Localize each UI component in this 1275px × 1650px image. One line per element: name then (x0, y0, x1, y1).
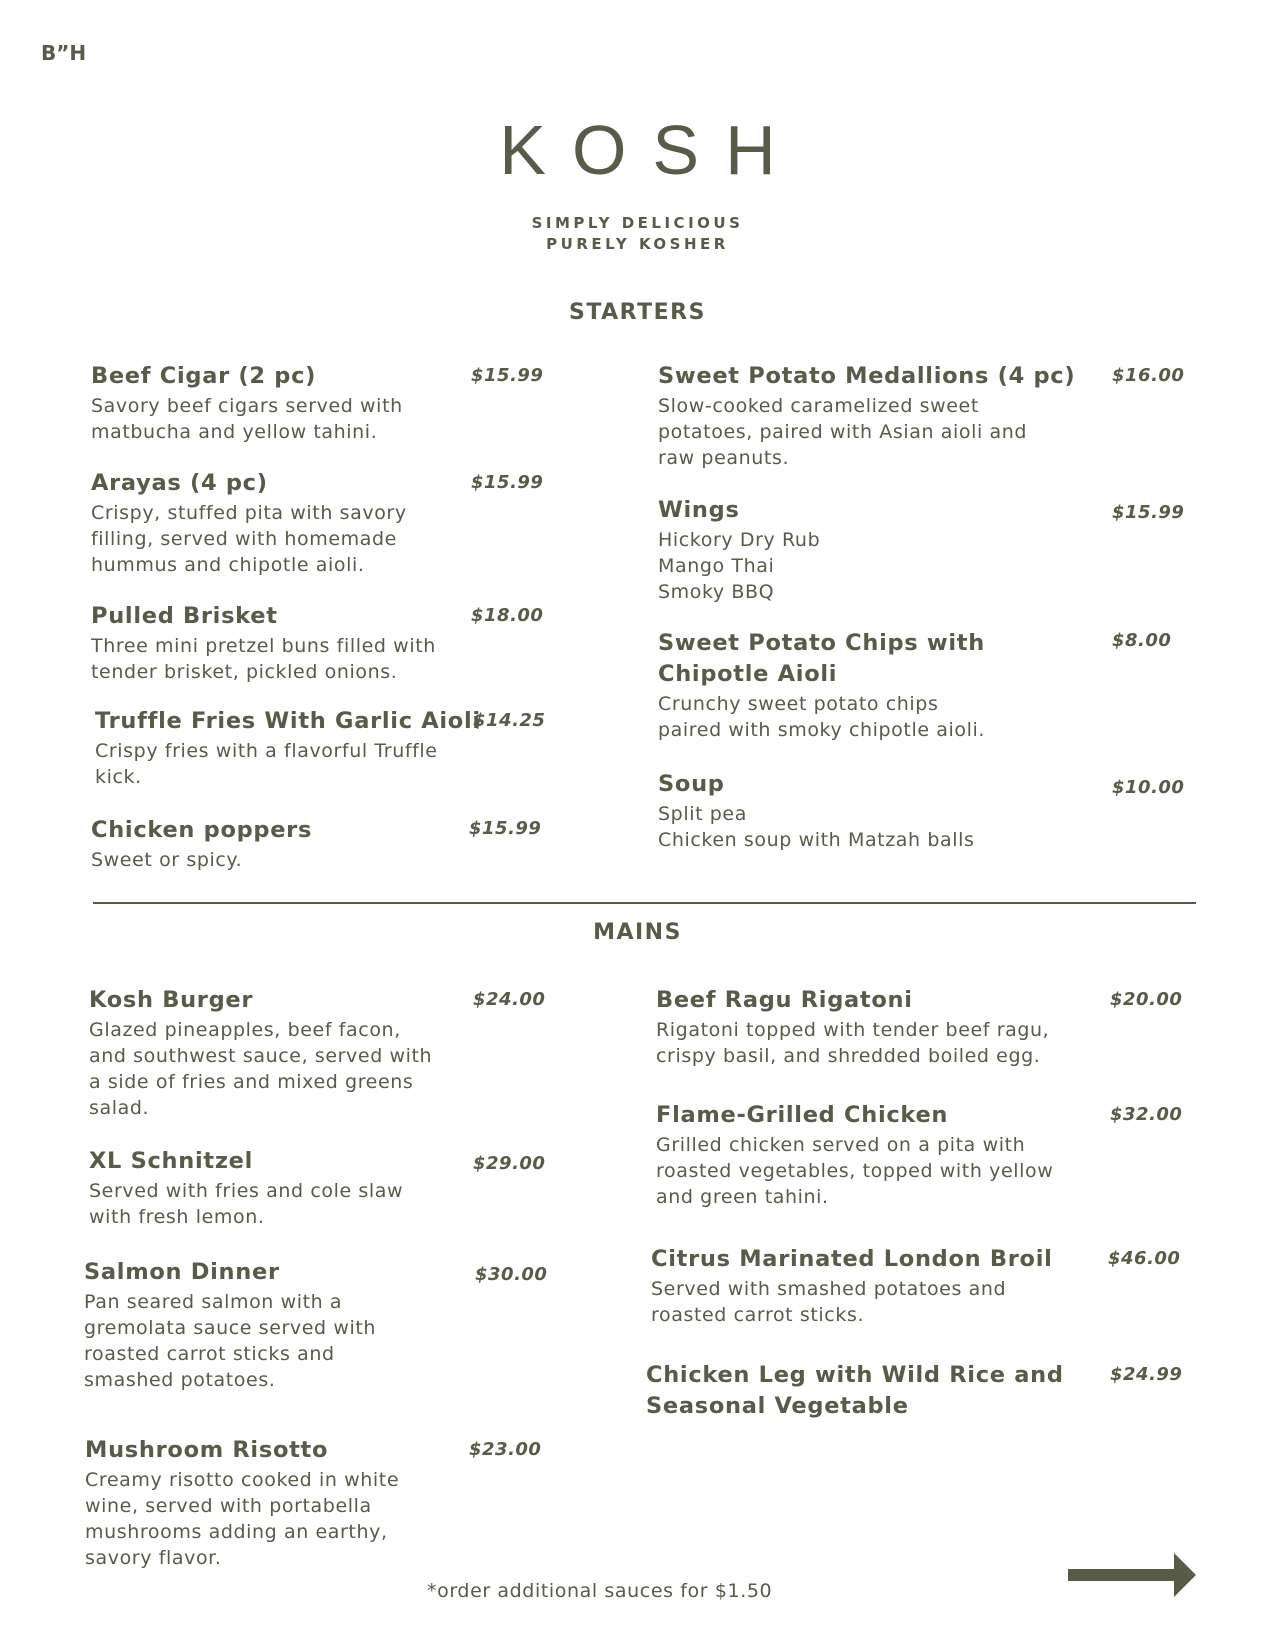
item-description-line: raw peanuts. (658, 447, 790, 469)
item-description-line: tender brisket, pickled onions. (91, 661, 398, 683)
item-description-line: roasted vegetables, topped with yellow (656, 1160, 1054, 1182)
item-description-line: crispy basil, and shredded boiled egg. (656, 1045, 1041, 1067)
item-description-line: mushrooms adding an earthy, (85, 1521, 388, 1543)
arrow-right-icon[interactable] (1068, 1552, 1198, 1598)
item-name-line: Beef Cigar (2 pc) (91, 363, 317, 389)
item-description-line: filling, served with homemade (91, 528, 397, 550)
item-description-line: a side of fries and mixed greens (89, 1071, 414, 1093)
item-description-line: Smoky BBQ (658, 581, 775, 603)
item-description-line: Chicken soup with Matzah balls (658, 829, 975, 851)
item-name-line: Mushroom Risotto (85, 1437, 329, 1463)
item-description-line: Mango Thai (658, 555, 775, 577)
item-description-line: paired with smoky chipotle aioli. (658, 719, 986, 741)
menu-item (656, 1100, 1053, 1210)
item-description-line: Crispy, stuffed pita with savory (91, 502, 407, 524)
item-name (89, 985, 432, 1016)
item-description (658, 801, 975, 853)
menu-item (89, 1146, 403, 1230)
item-description-line: Grilled chicken served on a pita with (656, 1134, 1026, 1156)
menu-item (658, 495, 820, 605)
item-description-line: salad. (89, 1097, 150, 1119)
item-name (91, 361, 403, 392)
item-name-line: Citrus Marinated London Broil (651, 1246, 1053, 1272)
item-price: $46.00 (1108, 1248, 1181, 1269)
menu-item (646, 1360, 1064, 1422)
item-description (84, 1289, 376, 1393)
item-price: $20.00 (1110, 989, 1183, 1010)
item-name-line: Seasonal Vegetable (646, 1393, 909, 1419)
item-price: $15.99 (471, 365, 544, 386)
item-name (95, 706, 481, 737)
item-description-line: Three mini pretzel buns filled with (91, 635, 436, 657)
item-name-line: XL Schnitzel (89, 1148, 254, 1174)
menu-item (91, 815, 312, 873)
item-name-line: Chipotle Aioli (658, 661, 838, 687)
item-name (91, 601, 436, 632)
item-description-line: with fresh lemon. (89, 1206, 265, 1228)
item-name-line: Sweet Potato Medallions (4 pc) (658, 363, 1076, 389)
item-description-line: Split pea (658, 803, 747, 825)
item-price: $15.99 (1112, 502, 1185, 523)
item-price: $14.25 (473, 710, 546, 731)
item-description-line: smashed potatoes. (84, 1369, 276, 1391)
item-price: $23.00 (469, 1439, 542, 1460)
item-description (656, 1132, 1053, 1210)
item-price: $8.00 (1112, 630, 1172, 651)
menu-item (89, 985, 432, 1121)
menu-item (91, 361, 403, 445)
item-description (95, 738, 481, 790)
item-description-line: Slow-cooked caramelized sweet (658, 395, 979, 417)
item-price: $30.00 (475, 1264, 548, 1285)
item-description-line: gremolata sauce served with (84, 1317, 377, 1339)
item-name-line: Sweet Potato Chips with (658, 630, 985, 656)
item-description-line: matbucha and yellow tahini. (91, 421, 378, 443)
item-name-line: Truffle Fries With Garlic Aioli (95, 708, 481, 734)
item-name (658, 628, 985, 690)
item-description-line: savory flavor. (85, 1547, 222, 1569)
item-description (89, 1178, 403, 1230)
item-name (656, 1100, 1053, 1131)
item-description (85, 1467, 399, 1571)
item-description (658, 393, 1075, 471)
item-description-line: hummus and chipotle aioli. (91, 554, 365, 576)
item-price: $24.00 (473, 989, 546, 1010)
item-name (646, 1360, 1064, 1422)
item-price: $15.99 (469, 818, 542, 839)
tagline (0, 213, 1275, 255)
item-description-line: roasted carrot sticks and (84, 1343, 335, 1365)
item-description (91, 500, 407, 578)
item-description-line: Crispy fries with a flavorful Truffle (95, 740, 438, 762)
item-name (91, 468, 407, 499)
menu-item (658, 769, 975, 853)
menu-item (651, 1244, 1053, 1328)
item-description (658, 691, 985, 743)
item-description (91, 633, 436, 685)
item-description-line: Pan seared salmon with a (84, 1291, 343, 1313)
item-description (91, 393, 403, 445)
tagline-line-1: SIMPLY DELICIOUS (531, 214, 744, 232)
item-description-line: and southwest sauce, served with (89, 1045, 433, 1067)
item-name (85, 1435, 399, 1466)
item-name-line: Chicken Leg with Wild Rice and (646, 1362, 1064, 1388)
restaurant-logo: KOSH (499, 111, 802, 189)
item-name (84, 1257, 376, 1288)
section-title-starters: STARTERS (569, 300, 706, 325)
item-description (89, 1017, 432, 1121)
item-description (656, 1017, 1049, 1069)
item-price: $32.00 (1110, 1104, 1183, 1125)
item-name-line: Wings (658, 497, 740, 523)
item-price: $18.00 (471, 605, 544, 626)
menu-item (95, 706, 481, 790)
item-name (91, 815, 312, 846)
menu-item (91, 601, 436, 685)
item-price: $24.99 (1110, 1364, 1183, 1385)
item-description (91, 847, 312, 873)
menu-item (85, 1435, 399, 1571)
tagline-line-2: PURELY KOSHER (546, 235, 729, 253)
menu-item (656, 985, 1049, 1069)
item-description (658, 527, 820, 605)
item-description (651, 1276, 1053, 1328)
item-name-line: Chicken poppers (91, 817, 313, 843)
item-description-line: kick. (95, 766, 142, 788)
item-description-line: Crunchy sweet potato chips (658, 693, 939, 715)
item-name (651, 1244, 1053, 1275)
item-price: $15.99 (471, 472, 544, 493)
menu-item (658, 628, 985, 743)
item-name-line: Arayas (4 pc) (91, 470, 268, 496)
item-description-line: Served with fries and cole slaw (89, 1180, 404, 1202)
item-price: $29.00 (473, 1153, 546, 1174)
item-description-line: Creamy risotto cooked in white (85, 1469, 400, 1491)
item-price: $16.00 (1112, 365, 1185, 386)
item-name-line: Beef Ragu Rigatoni (656, 987, 913, 1013)
item-description-line: Hickory Dry Rub (658, 529, 821, 551)
bh-mark: B”H (41, 41, 87, 65)
item-name-line: Pulled Brisket (91, 603, 278, 629)
item-description-line: Served with smashed potatoes and (651, 1278, 1007, 1300)
menu-item (91, 468, 407, 578)
item-name (656, 985, 1049, 1016)
item-name (658, 495, 820, 526)
item-description-line: potatoes, paired with Asian aioli and (658, 421, 1028, 443)
item-description-line: wine, served with portabella (85, 1495, 372, 1517)
sauce-footnote: *order additional sauces for $1.50 (427, 1580, 773, 1602)
item-name (658, 361, 1075, 392)
item-description-line: and green tahini. (656, 1186, 829, 1208)
item-description-line: Rigatoni topped with tender beef ragu, (656, 1019, 1050, 1041)
item-price: $10.00 (1112, 777, 1185, 798)
section-title-mains: MAINS (593, 920, 682, 945)
item-name-line: Soup (658, 771, 725, 797)
section-divider (93, 902, 1196, 904)
menu-item (658, 361, 1075, 471)
item-description-line: roasted carrot sticks. (651, 1304, 865, 1326)
item-name-line: Flame-Grilled Chicken (656, 1102, 949, 1128)
item-name (89, 1146, 403, 1177)
item-description-line: Sweet or spicy. (91, 849, 243, 871)
item-name-line: Kosh Burger (89, 987, 254, 1013)
menu-item (84, 1257, 376, 1393)
item-name (658, 769, 975, 800)
item-description-line: Savory beef cigars served with (91, 395, 403, 417)
item-name-line: Salmon Dinner (84, 1259, 280, 1285)
item-description-line: Glazed pineapples, beef facon, (89, 1019, 401, 1041)
